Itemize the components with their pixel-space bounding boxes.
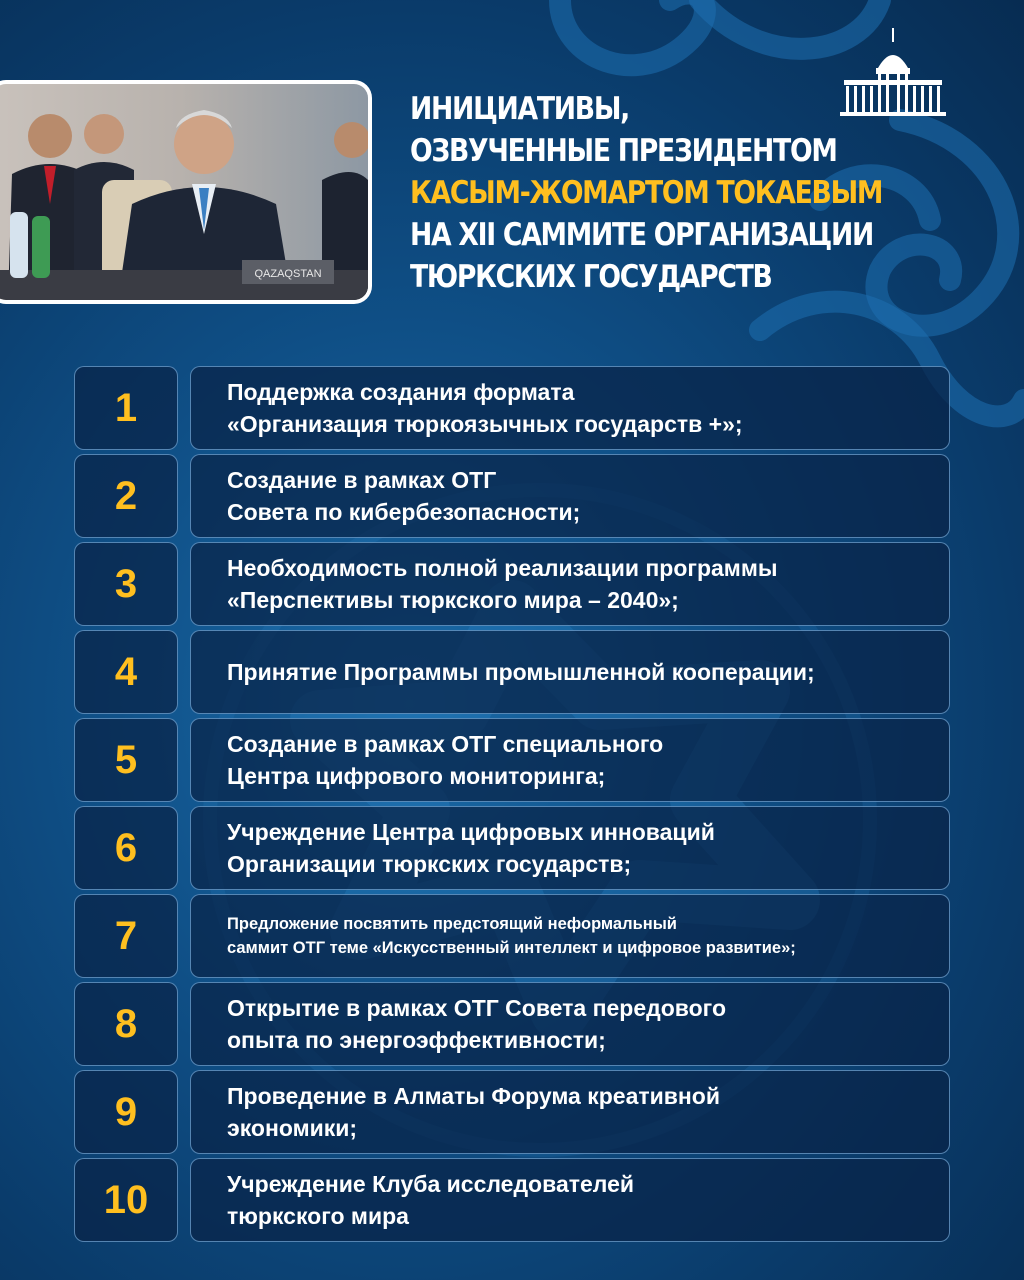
- initiative-text: Открытие в рамках ОТГ Совета передового опыта по энергоэффективности;: [227, 995, 726, 1053]
- headline-line: ИНИЦИАТИВЫ,: [410, 91, 630, 127]
- initiative-item: [74, 542, 950, 626]
- initiative-number: 5: [74, 718, 178, 802]
- initiative-text: Предложение посвятить предстоящий неформальный саммит ОТГ теме «Искусственный интеллект и цифровое развитие»;: [227, 915, 796, 957]
- initiative-number: 1: [74, 366, 178, 450]
- initiative-number: 9: [74, 1070, 178, 1154]
- summit-photo: [0, 84, 368, 300]
- initiative-text-box: [190, 718, 950, 802]
- initiative-number: 4: [74, 630, 178, 714]
- initiative-text-box: [190, 1070, 950, 1154]
- initiative-item: [74, 1158, 950, 1242]
- initiative-text-box: [190, 806, 950, 890]
- headline: [410, 88, 892, 298]
- initiative-text: Проведение в Алматы Форума креативной экономики;: [227, 1083, 720, 1141]
- initiative-number: 3: [74, 542, 178, 626]
- initiative-item: [74, 366, 950, 450]
- initiative-text-box: [190, 366, 950, 450]
- initiative-number: 6: [74, 806, 178, 890]
- initiative-text-box: [190, 542, 950, 626]
- initiatives-list: [74, 366, 950, 1246]
- summit-photo-card: [0, 80, 372, 304]
- initiative-item: [74, 894, 950, 978]
- initiative-item: [74, 982, 950, 1066]
- initiative-item: [74, 1070, 950, 1154]
- initiative-text-box: [190, 1158, 950, 1242]
- initiative-text-box: [190, 982, 950, 1066]
- initiative-item: [74, 630, 950, 714]
- headline-line: НА XII САММИТЕ ОРГАНИЗАЦИИ: [410, 217, 874, 253]
- initiative-item: [74, 454, 950, 538]
- initiative-text: Создание в рамках ОТГ Совета по кибербезопасности;: [227, 467, 581, 525]
- initiative-text: Создание в рамках ОТГ специального Центра цифрового мониторинга;: [227, 731, 664, 789]
- initiative-text: Учреждение Центра цифровых инноваций Организации тюркских государств;: [227, 819, 715, 877]
- initiative-item: [74, 718, 950, 802]
- headline-line: ОЗВУЧЕННЫЕ ПРЕЗИДЕНТОМ: [410, 133, 837, 169]
- initiative-text: Принятие Программы промышленной кооперации;: [227, 659, 815, 685]
- initiative-text: Необходимость полной реализации программы «Перспективы тюркского мира – 2040»;: [227, 555, 778, 613]
- initiative-text: Учреждение Клуба исследователей тюркского мира: [227, 1171, 635, 1229]
- initiative-text-box: [190, 630, 950, 714]
- initiative-number: 2: [74, 454, 178, 538]
- initiative-number: 7: [74, 894, 178, 978]
- initiative-number: 10: [74, 1158, 178, 1242]
- initiative-text-box: [190, 454, 950, 538]
- initiative-number: 8: [74, 982, 178, 1066]
- initiative-item: [74, 806, 950, 890]
- nameplate-text: QAZAQSTAN: [254, 268, 322, 280]
- headline-line: ТЮРКСКИХ ГОСУДАРСТВ: [410, 259, 772, 295]
- headline-highlight-name: КАСЫМ-ЖОМАРТОМ ТОКАЕВЫМ: [410, 175, 883, 211]
- initiative-text-box: [190, 894, 950, 978]
- initiative-text: Поддержка создания формата «Организация тюркоязычных государств +»;: [227, 379, 743, 437]
